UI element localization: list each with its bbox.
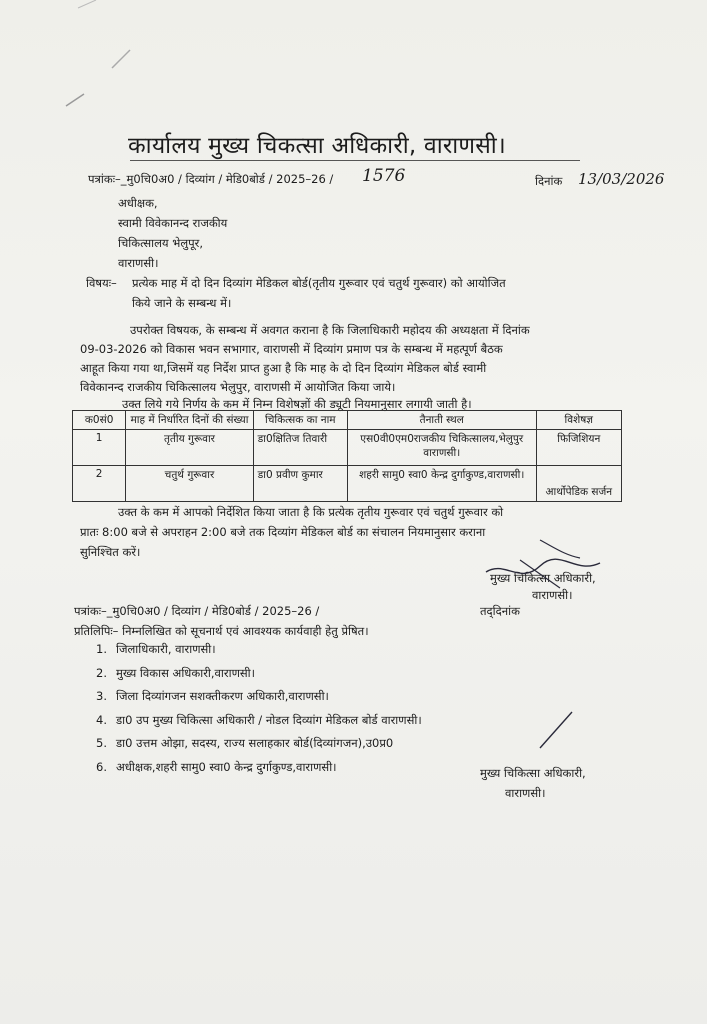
para3-line-1: उक्त के कम में आपको निर्देशित किया जाता है कि प्रत्येक तृतीय गुरूवार एवं चतुर्थ गुरूवार को [118,505,504,519]
list-item: 4. डा0 उप मुख्य चिकित्सा अधिकारी / नोडल दिव्यांग मेडिकल बोर्ड वाराणसी। [96,712,422,727]
signatory-place: वाराणसी। [532,588,573,602]
cell-doctor: डा0 प्रवीण कुमार [253,466,347,502]
cell-serial: 2 [73,466,126,502]
col-header-posting: तैनाती स्थल [347,411,536,430]
list-item: 3. जिला दिव्यांगजन सशक्तीकरण अधिकारी,वाराणसी। [96,689,329,703]
copy-reference-number: पत्रांकः–_मु0चि0अ0 / दिव्यांग / मेडि0बोर्ड / 2025–26 / [74,604,320,618]
addressee-line-3: चिकित्सालय भेलुपूर, [118,236,204,250]
list-item: 1. जिलाधिकारी, वाराणसी। [96,642,216,656]
para3-line-2: प्रातः 8:00 बजे से अपराहन 2:00 बजे तक दिव्यांग मेडिकल बोर्ड का संचालन नियमानुसार कराना [80,525,486,539]
handwritten-ref-number: 1576 [362,166,406,186]
cell-doctor: डा0क्षितिज तिवारी [253,430,347,466]
para1-line-3: आहूत किया गया था,जिसमें यह निर्देश प्राप्त हुआ है कि माह के दो दिन दिव्यांग मेडिकल बोर्ड स्वामी [80,361,487,375]
col-header-specialist: विशेषज्ञ [536,411,621,430]
addressee-line-4: वाराणसी। [118,256,159,270]
signature-scribble [540,540,580,558]
col-header-days: माह में निर्धारित दिनों की संख्या [126,411,253,430]
cell-specialist: आर्थोपेडिक सर्जन [536,466,621,502]
subject-line-1: प्रत्येक माह में दो दिन दिव्यांग मेडिकल बोर्ड(तृतीय गुरूवार एवं चतुर्थ गुरूवार) को आयोजित [132,276,506,290]
stray-mark [66,94,84,106]
subject-line-2: किये जाने के सम्बन्ध में। [132,296,232,310]
subject-label: विषयः– [86,276,117,290]
list-item: 5. डा0 उत्तम ओझा, सदस्य, राज्य सलाहकार बोर्ड(दिव्यांगजन),उ0प्र0 [96,736,394,750]
stray-mark [78,0,96,8]
para1-line-4: विवेकानन्द राजकीय चिकित्सालय भेलुपुर, वाराणसी में आयोजित किया जाये। [80,380,396,394]
copy-signatory-place: वाराणसी। [505,786,546,800]
list-item: 2. मुख्य विकास अधिकारी,वाराणसी। [96,665,256,680]
para2: उक्त लिये गये निर्णय के कम में निम्न विशेषज्ञों की ड्यूटी नियमानुसार लगायी जाती है। [122,397,472,411]
para3-line-3: सुनिश्चित करें। [80,545,141,559]
copy-date-label: तद्‌दिनांक [480,604,520,618]
addressee-line-1: अधीक्षक, [118,196,158,210]
copy-intro: प्रतिलिपिः– निम्नलिखित को सूचनार्थ एवं आवश्यक कार्यवाही हेतु प्रेषित। [74,624,369,638]
cell-days: चतुर्थ गुरूवार [126,466,253,502]
signature-scribble [486,559,600,573]
cell-posting: एस0वी0एम0राजकीय चिकित्सालय,भेलुपुर वाराणसी। [347,430,536,466]
cell-specialist: फिजिशियन [536,430,621,466]
handwritten-date: 13/03/2026 [578,170,665,188]
reference-number: पत्रांकः–_मु0चि0अ0 / दिव्यांग / मेडि0बोर्ड / 2025–26 / [88,172,334,186]
para1-line-1: उपरोक्त विषयक, के सम्बन्ध में अवगत कराना है कि जिलाधिकारी महोदय की अध्यक्षता में दिनांक [130,323,530,337]
office-title: कार्यालय मुख्य चिकत्सा अधिकारी, वाराणसी। [128,133,506,159]
cell-days: तृतीय गुरूवार [126,430,253,466]
cell-serial: 1 [73,430,126,466]
copy-signatory-designation: मुख्य चिकित्सा अधिकारी, [480,766,586,780]
col-header-serial: क0सं0 [73,411,126,430]
date-label: दिनांक [535,174,563,188]
cell-posting: शहरी सामु0 स्वा0 केन्द्र दुर्गाकुण्ड,वाराणसी। [347,466,536,502]
signature-scribble [520,560,560,588]
list-item: 6. अधीक्षक,शहरी सामु0 स्वा0 केन्द्र दुर्गाकुण्ड,वाराणसी। [96,759,337,774]
signatory-designation: मुख्य चिकित्सा अधिकारी, [490,571,596,585]
signature-stroke [540,712,572,748]
stray-mark [112,50,130,68]
col-header-doctor: चिकित्सक का नाम [253,411,347,430]
para1-line-2: 09-03-2026 को विकास भवन सभागार, वाराणसी में दिव्यांग प्रमाण पत्र के सम्बन्ध में महत्पूर्ण बैठक [80,342,503,356]
addressee-line-2: स्वामी विवेकानन्द राजकीय [118,216,228,230]
